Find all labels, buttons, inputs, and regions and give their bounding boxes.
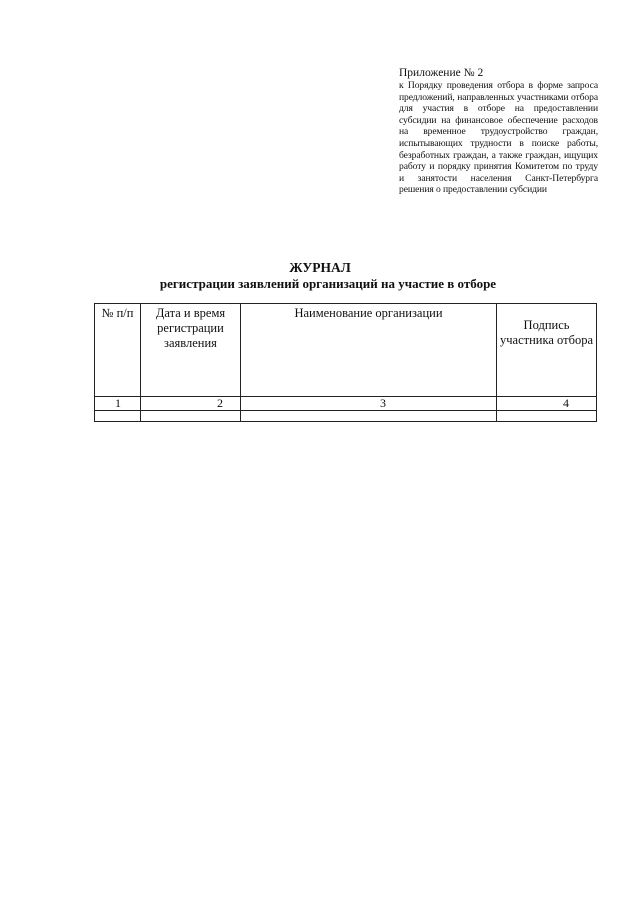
- journal-title: ЖУРНАЛ: [289, 260, 351, 275]
- journal-subtitle: регистрации заявлений организаций на участие в отборе: [159, 276, 497, 291]
- column-number-row: [95, 397, 597, 411]
- appendix-title: Приложение № 2: [399, 67, 484, 79]
- column-number: 1: [95, 397, 141, 411]
- table-cell: [95, 411, 141, 422]
- table-cell: [497, 411, 597, 422]
- registration-table: [94, 303, 597, 422]
- table-header-row: [95, 304, 597, 397]
- table-cell: [141, 411, 241, 422]
- header-registration-date: Дата и время регистрации заявления: [141, 304, 241, 397]
- header-signature: Подпись участника отбора: [497, 304, 597, 397]
- column-number: 4: [497, 397, 597, 411]
- appendix-block: [399, 66, 598, 196]
- column-number: 2: [141, 397, 241, 411]
- table-row: [95, 411, 597, 422]
- appendix-body: к Порядку проведения отбора в форме запроса предложений, направленных участниками отбора для участия в отборе на предоставлении субсидии на финансовое обеспечение расходов на временное трудоустройство граждан, испытывающих трудности в поиске работы, безработных граждан, а также граждан, ищущих работу и порядку принятия Комитетом по труду и занятости населения Санкт-Петербурга решения о предоставлении субсидии: [399, 80, 598, 196]
- header-number: № п/п: [95, 304, 141, 397]
- table-cell: [241, 411, 497, 422]
- column-number: 3: [241, 397, 497, 411]
- header-organization-name: Наименование организации: [241, 304, 497, 397]
